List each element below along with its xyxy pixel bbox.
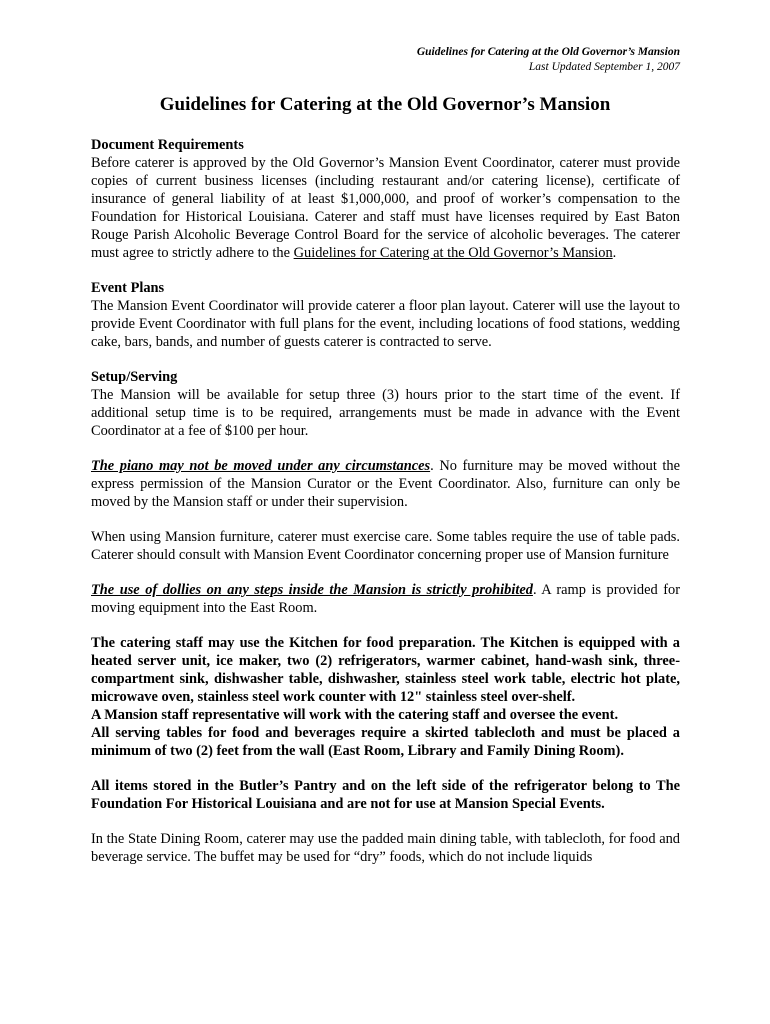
document-body	[91, 136, 680, 883]
piano-paragraph	[91, 457, 680, 511]
dollies-paragraph	[91, 581, 680, 617]
section-paragraph: The Mansion will be available for setup three (3) hours prior to the start time of the event. If additional setup time is to be required, arrangements must be made in advance with the Event Coordinator at a fee of $100 per hour.	[91, 387, 680, 439]
dollies-warning: The use of dollies on any steps inside the Mansion is strictly prohibited	[91, 582, 533, 598]
section-paragraph	[91, 154, 680, 262]
paragraph-end: .	[612, 245, 617, 261]
section-heading: Setup/Serving	[91, 369, 178, 385]
kitchen-paragraph: The catering staff may use the Kitchen for food preparation. The Kitchen is equipped with a heated server unit, ice maker, two (2) refrigerators, warmer cabinet, hand-wash sink, three-compartment sink, dishwasher table, dishwasher, stainless steel work table, electric hot plate, microwave oven, stainless steel work counter with 12" stainless steel over-shelf.	[91, 635, 680, 705]
running-header-title: Guidelines for Catering at the Old Governor’s Mansion	[416, 46, 680, 58]
paragraph-text: . A ramp is provided for moving equipment into the East Room.	[91, 582, 680, 616]
section-paragraph: The Mansion Event Coordinator will provide caterer a floor plan layout. Caterer will use the layout to provide Event Coordinator with full plans for the event, including locations of food stations, wedding cake, bars, bands, and number of guests caterer is contracted to serve.	[91, 298, 680, 350]
guidelines-reference-link[interactable]: Guidelines for Catering at the Old Governor’s Mansion	[293, 245, 613, 261]
section-event-plans	[91, 279, 680, 351]
section-setup-serving	[91, 368, 680, 440]
butlers-pantry-paragraph: All items stored in the Butler’s Pantry and on the left side of the refrigerator belong to The Foundation For Historical Louisiana and are not for use at Mansion Special Events.	[91, 778, 680, 812]
section-heading: Event Plans	[91, 280, 165, 296]
document-title: Guidelines for Catering at the Old Governor’s Mansion	[159, 94, 611, 115]
section-heading: Document Requirements	[91, 137, 244, 153]
kitchen-block	[91, 634, 680, 760]
paragraph-text: . No furniture may be moved without the express permission of the Mansion Curator or the Event Coordinator. Also, furniture can only be moved by the Mansion staff or under their supervision.	[91, 458, 681, 510]
paragraph-text: Before caterer is approved by the Old Governor’s Mansion Event Coordinator, caterer must provide copies of current business licenses (including restaurant and/or catering license), certificate of insurance of general liability of at least $1,000,000, and proof of worker’s compensation to the Foundation for Historical Louisiana. Caterer and staff must have licenses required by East Baton Rouge Parish Alcoholic Beverage Control Board for the service of alcoholic beverages. The caterer must agree to strictly adhere to the	[91, 155, 680, 261]
piano-warning: The piano may not be moved under any circumstances	[91, 458, 431, 474]
state-dining-paragraph: In the State Dining Room, caterer may use the padded main dining table, with tablecloth, for food and beverage service. The buffet may be used for “dry” foods, which do not include liquids	[91, 831, 680, 865]
section-document-requirements	[91, 136, 680, 262]
furniture-paragraph: When using Mansion furniture, caterer must exercise care. Some tables require the use of table pads. Caterer should consult with Mansion Event Coordinator concerning proper use of Mansion furniture	[91, 529, 680, 563]
serving-tables-line: All serving tables for food and beverages require a skirted tablecloth and must be placed a minimum of two (2) feet from the wall (East Room, Library and Family Dining Room).	[91, 725, 680, 759]
running-header	[417, 45, 680, 75]
last-updated-date: Last Updated September 1, 2007	[528, 61, 680, 73]
staff-representative-line: A Mansion staff representative will work with the catering staff and oversee the event.	[91, 707, 619, 723]
